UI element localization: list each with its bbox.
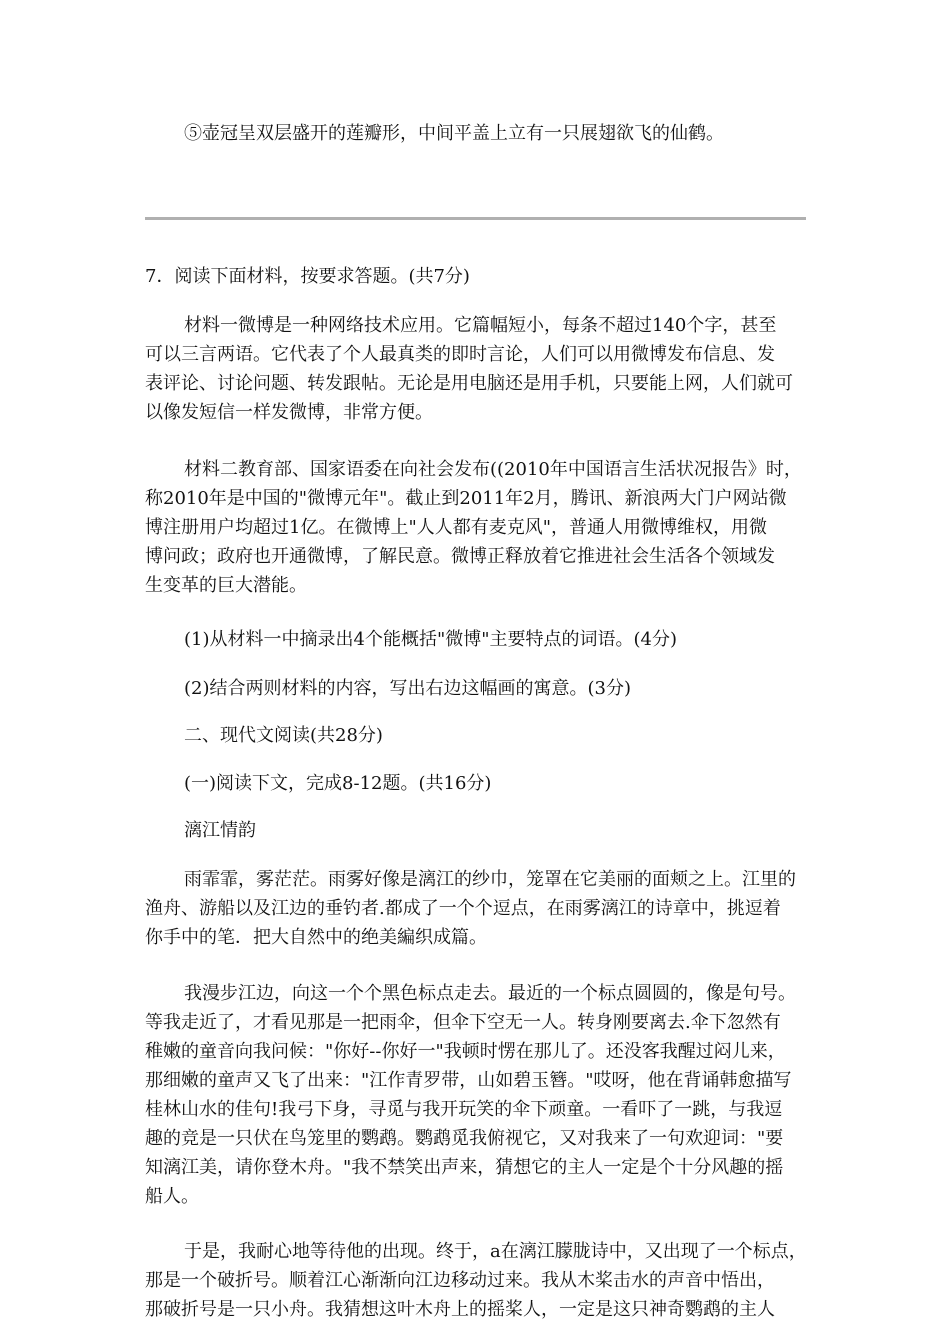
- article-p2-line-4: 那细嫩的童声又飞了出来："江作青罗带，山如碧玉簪。"哎呀，他在背诵韩愈描写: [145, 1070, 792, 1091]
- material-1-line-2: 可以三言两语。它代表了个人最真类的即时言论，人们可以用微博发布信息、发: [145, 344, 775, 365]
- article-p1-line-3: 你手中的笔．把大自然中的绝美編织成篇。: [145, 927, 487, 948]
- article-p2-line-6: 趣的竞是一只伏在鸟笼里的鹦鹉。鹦鹉觅我俯视它，又对我来了一句欢迎词："要: [145, 1128, 784, 1149]
- article-p1-line-2: 渔舟、游船以及江边的垂钓者.都成了一个个逗点，在雨雾漓江的诗章中，挑逗着: [145, 898, 781, 919]
- article-p2-line-8: 船人。: [145, 1186, 199, 1207]
- article-p3-line-3: 那破折号是一只小舟。我猜想这叶木舟上的摇桨人，一定是这只神奇鹦鹉的主人: [145, 1299, 775, 1320]
- material-2-line-3: 博注册用户均超过1亿。在微博上"人人都有麦克风"，普通人用微博维权，用微: [145, 517, 768, 538]
- article-p3-line-2: 那是一个破折号。顺着江心渐渐向江边移动过来。我从木桨击水的声音中悟出，: [145, 1270, 775, 1291]
- article-p2-line-5: 桂林山水的佳句!我弓下身，寻觅与我开玩笑的伞下顽童。一看吓了一跳，与我逗: [145, 1099, 783, 1120]
- item-5-text: ⑤壶冠呈双层盛开的莲瓣形，中间平盖上立有一只展翅欲飞的仙鹤。: [184, 123, 724, 144]
- subsection-1-heading: (一)阅读下文，完成8-12题。(共16分): [184, 773, 492, 794]
- article-p2-line-2: 等我走近了，才看见那是一把雨伞，但伞下空无一人。转身刚要离去.伞下忽然有: [145, 1012, 781, 1033]
- material-2-line-2: 称2010年是中国的"微博元年"。截止到2011年2月，腾讯、新浪两大门户网站微: [145, 488, 787, 509]
- article-p1-line-1: 雨霏霏，雾茫茫。雨雾好像是漓江的纱巾，笼罩在它美丽的面颊之上。江里的: [184, 869, 796, 890]
- material-2-line-5: 生变革的巨大潜能。: [145, 575, 307, 596]
- material-2-line-4: 博问政；政府也开通微博，了解民意。微博正释放着它推进社会生活各个领域发: [145, 546, 775, 567]
- material-2-line-1: 材料二教育部、国家语委在向社会发布((2010年中国语言生活状况报告》时，: [184, 459, 802, 480]
- material-1-line-3: 表评论、讨论问题、转发跟帖。无论是用电脑还是用手机，只要能上网，人们就可: [145, 373, 793, 394]
- article-p2-line-1: 我漫步江边，向这一个个黑色标点走去。最近的一个标点圆圆的，像是句号。: [184, 983, 796, 1004]
- article-p3-line-1: 于是，我耐心地等待他的出现。终于，a在漓江朦胧诗中，又出现了一个标点，: [184, 1241, 807, 1262]
- sub-question-1: (1)从材料一中摘录出4个能概括"微博"主要特点的词语。(4分): [184, 629, 678, 650]
- question-7-title: 7．阅读下面材料，按要求答题。(共7分): [145, 266, 470, 287]
- article-title: 漓江情韵: [184, 820, 256, 841]
- article-p2-line-7: 知漓江美，请你登木舟。"我不禁笑出声来，猜想它的主人一定是个十分风趣的摇: [145, 1157, 784, 1178]
- material-1-line-4: 以像发短信一样发微博，非常方便。: [145, 402, 433, 423]
- section-2-heading: 二、现代文阅读(共28分): [184, 725, 383, 746]
- article-p2-line-3: 稚嫩的童音向我问候："你好--你好一"我顿时愣在那儿了。还没客我醒过闷儿来，: [145, 1041, 786, 1062]
- sub-question-2: (2)结合两则材料的内容，写出右边这幅画的寓意。(3分): [184, 678, 631, 699]
- material-1-line-1: 材料一微博是一种网络技术应用。它篇幅短小，每条不超过140个字，甚至: [184, 315, 777, 336]
- section-divider: [145, 217, 806, 220]
